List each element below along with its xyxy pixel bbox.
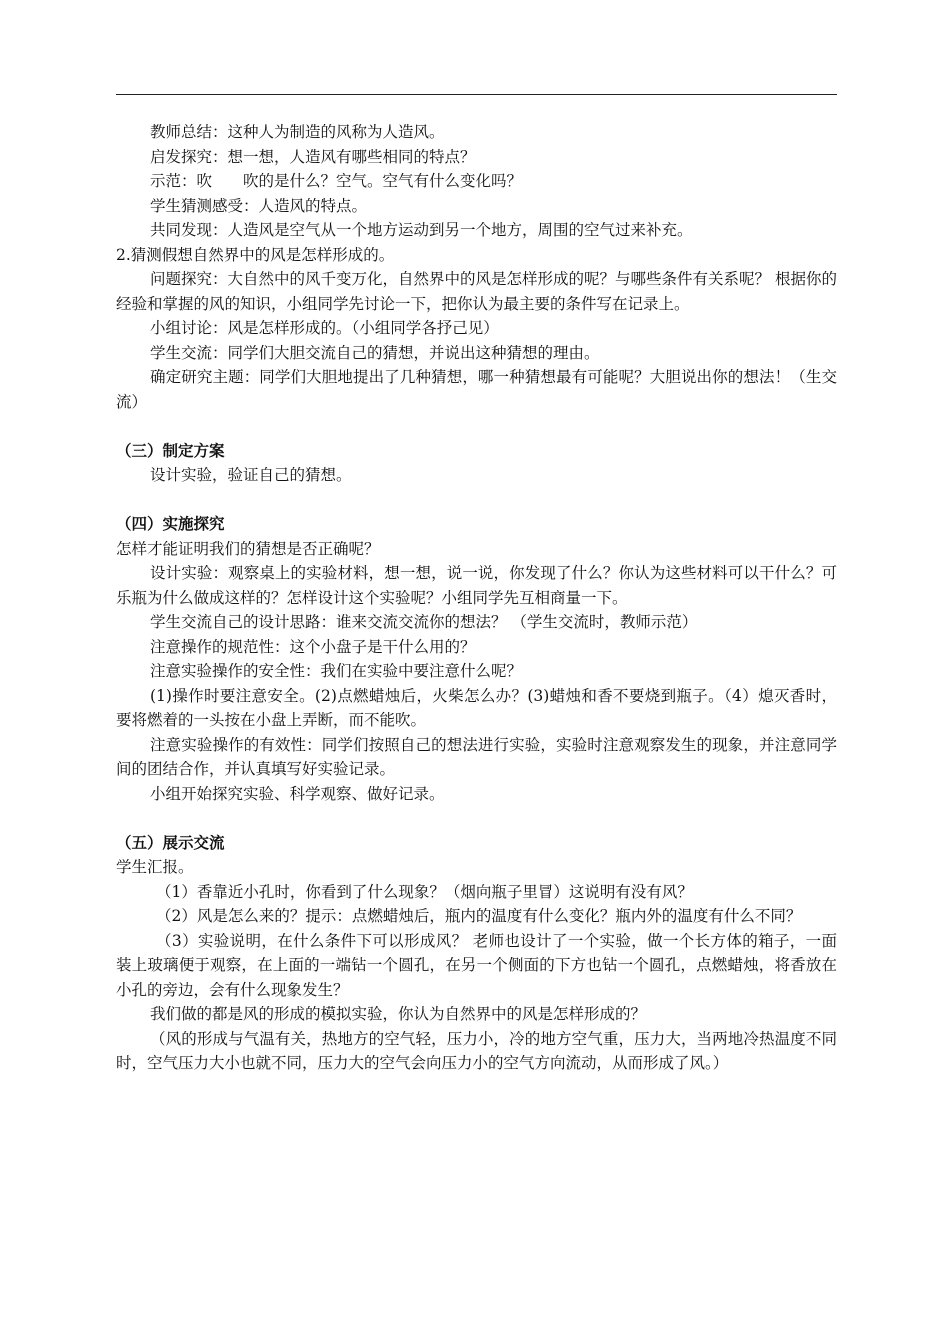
paragraph: （3）实验说明，在什么条件下可以形成风？ 老师也设计了一个实验，做一个长方体的箱子，一面装上玻璃便于观察，在上面的一端钻一个圆孔，在另一个侧面的下方也钻一个圆孔，点燃蜡烛，将香放在小孔的旁边，会有什么现象发生？: [116, 931, 837, 999]
paragraph: 示范：吹 吹的是什么？空气。空气有什么变化吗？: [150, 172, 523, 190]
section-heading-4: （四）实施探究: [116, 515, 225, 533]
document-body: [116, 120, 837, 1076]
paragraph: 学生猜测感受：人造风的特点。: [150, 196, 368, 215]
subheading: 2.猜测假想自然界中的风是怎样形成的。: [116, 245, 395, 264]
paragraph: 怎样才能证明我们的猜想是否正确呢？: [116, 539, 380, 558]
paragraph: 我们做的都是风的形成的模拟实验，你认为自然界中的风是怎样形成的？: [150, 1005, 647, 1023]
paragraph: （2）风是怎么来的？提示：点燃蜡烛后，瓶内的温度有什么变化？瓶内外的温度有什么不同？: [156, 907, 802, 925]
paragraph: 学生汇报。: [116, 858, 194, 876]
paragraph: （1）香靠近小孔时，你看到了什么现象？（烟向瓶子里冒）这说明有没有风？: [156, 882, 693, 901]
paragraph: 注意实验操作的安全性：我们在实验中要注意什么呢？: [150, 662, 523, 680]
paragraph: 注意操作的规范性：这个小盘子是干什么用的？: [150, 637, 476, 656]
paragraph: 教师总结：这种人为制造的风称为人造风。: [150, 123, 445, 141]
paragraph: 学生交流：同学们大胆交流自己的猜想，并说出这种猜想的理由。: [150, 343, 600, 362]
paragraph: 设计实验，验证自己的猜想。: [150, 466, 352, 484]
paragraph: 设计实验：观察桌上的实验材料，想一想，说一说，你发现了什么？你认为这些材料可以干什么？可乐瓶为什么做成这样的？怎样设计这个实验呢？小组同学先互相商量一下。: [116, 564, 837, 607]
paragraph: 启发探究：想一想，人造风有哪些相同的特点？: [150, 147, 476, 166]
header-rule: [116, 94, 837, 95]
section-heading-5: （五）展示交流: [116, 833, 225, 852]
paragraph: （风的形成与气温有关，热地方的空气轻，压力小，冷的地方空气重，压力大，当两地冷热温度不同时，空气压力大小也就不同，压力大的空气会向压力小的空气方向流动，从而形成了风。）: [116, 1029, 837, 1072]
paragraph: 共同发现：人造风是空气从一个地方运动到另一个地方，周围的空气过来补充。: [150, 221, 693, 239]
paragraph: 学生交流自己的设计思路：谁来交流交流你的想法？ （学生交流时，教师示范）: [150, 613, 698, 631]
paragraph: 小组开始探究实验、科学观察、做好记录。: [150, 784, 445, 803]
paragraph: 小组讨论：风是怎样形成的。（小组同学各抒己见）: [150, 319, 499, 337]
paragraph: 注意实验操作的有效性：同学们按照自己的想法进行实验，实验时注意观察发生的现象，并注意同学间的团结合作，并认真填写好实验记录。: [116, 735, 837, 778]
section-heading-3: （三）制定方案: [116, 441, 225, 460]
paragraph: 问题探究：大自然中的风千变万化，自然界中的风是怎样形成的呢？与哪些条件有关系呢？ 根据你的经验和掌握的风的知识，小组同学先讨论一下，把你认为最主要的条件写在记录上。: [116, 270, 837, 313]
paragraph: 确定研究主题：同学们大胆地提出了几种猜想，哪一种猜想最有可能呢？大胆说出你的想法！（生交流）: [116, 368, 837, 411]
paragraph: (1)操作时要注意安全。(2)点燃蜡烛后，火柴怎么办？(3)蜡烛和香不要烧到瓶子。（4）熄灭香时，要将燃着的一头按在小盘上弄断，而不能吹。: [116, 686, 837, 729]
